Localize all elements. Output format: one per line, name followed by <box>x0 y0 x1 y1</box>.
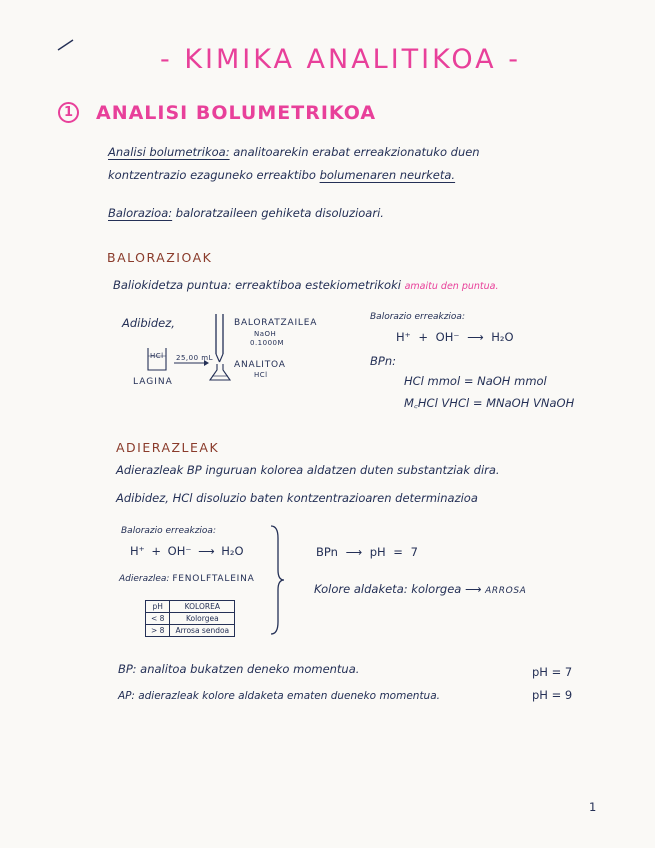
table-header-ph: pH <box>146 601 170 613</box>
table-row <box>146 613 235 625</box>
analitoa-hcl-label: HCl <box>254 371 268 379</box>
analitoa-label: ANALITOA <box>234 360 286 370</box>
adibidez-label: Adibidez, <box>122 316 175 330</box>
adierazleak-reaction: H⁺ + OH⁻ ⟶ H₂O <box>130 544 244 558</box>
reaction-equation: H⁺ + OH⁻ ⟶ H₂O <box>396 330 514 344</box>
analisi-text-2: kontzentrazio ezaguneko erreaktibo <box>108 168 316 182</box>
bpn-label: BPn: <box>370 354 396 368</box>
analisi-text-3: bolumenaren neurketa. <box>319 168 456 182</box>
table-header-row <box>146 601 235 613</box>
baloratzailea-label: BALORATZAILEA <box>234 318 318 328</box>
page-number: 1 <box>589 800 597 814</box>
table-cell: Arrosa sendoa <box>170 625 235 637</box>
kolore-aldaketa-label: Kolore aldaketa: <box>314 582 408 596</box>
baliokidetza-highlight: amaitu den puntua. <box>404 281 499 292</box>
balorazioa-text: baloratzaileen gehiketa disoluzioari. <box>175 206 384 220</box>
ap-ph: pH = 9 <box>532 688 573 702</box>
definition-balorazioa <box>108 206 384 220</box>
bpn-ph-result: BPn ⟶ pH = 7 <box>316 545 418 559</box>
lagina-label: LAGINA <box>133 377 173 387</box>
ph-color-table <box>145 600 235 637</box>
beaker-label: HCl <box>150 352 164 360</box>
table-cell: Kolorgea <box>170 613 235 625</box>
adierazleak-line1: Adierazleak BP inguruan kolorea aldatzen duten substantziak dira. <box>116 463 500 477</box>
equation-mmol: HCl mmol = NaOH mmol <box>404 374 547 388</box>
definition-analisi-line1 <box>108 145 480 159</box>
concentration-label: 0.1000M <box>250 339 285 347</box>
kolore-aldaketa-line <box>314 582 526 596</box>
table-header-kolorea: KOLOREA <box>170 601 235 613</box>
arrow-icon: ⟶ <box>465 582 482 596</box>
equation-mv: M꜀HCl VHCl = MNaOH VNaOH <box>404 396 575 410</box>
arrosa-text: ARROSA <box>485 586 527 596</box>
adierazlea-label: Adierazlea: <box>119 574 170 584</box>
baliokidetza-term: Baliokidetza puntua: <box>113 278 232 292</box>
adierazleak-line2: Adibidez, HCl disoluzio baten kontzentrazioaren determinazioa <box>116 491 478 505</box>
table-cell: > 8 <box>146 625 170 637</box>
baliokidetza-line <box>113 278 499 292</box>
balorazioa-term: Balorazioa: <box>108 206 173 220</box>
baliokidetza-text: erreaktiboa estekiometrikoki <box>235 278 401 292</box>
section-heading: ANALISI BOLUMETRIKOA <box>96 102 377 124</box>
section-number-badge: 1 <box>58 102 79 123</box>
analisi-text-1: analitoarekin erabat erreakzionatuko duen <box>233 145 480 159</box>
table-cell: < 8 <box>146 613 170 625</box>
kolorgea-text: kolorgea <box>411 582 462 596</box>
curly-brace-icon <box>268 524 286 636</box>
ap-definition: AP: adierazleak kolore aldaketa ematen dueneko momentua. <box>118 690 440 702</box>
analisi-term: Analisi bolumetrikoa: <box>108 145 230 159</box>
bp-ph: pH = 7 <box>532 665 573 679</box>
adierazleak-erreakzioa-label: Balorazio erreakzioa: <box>121 526 216 536</box>
naoh-label: NaOH <box>254 330 277 338</box>
balorazioak-heading: BALORAZIOAK <box>107 250 213 265</box>
pen-mark <box>56 38 76 52</box>
bp-definition: BP: analitoa bukatzen deneko momentua. <box>118 662 360 676</box>
balorazio-erreakzioa-label: Balorazio erreakzioa: <box>370 312 465 322</box>
definition-analisi-line2 <box>108 168 455 182</box>
adierazlea-line <box>119 574 255 584</box>
page-title: - KIMIKA ANALITIKOA - <box>160 44 521 75</box>
adierazleak-heading: ADIERAZLEAK <box>116 440 220 455</box>
table-row <box>146 625 235 637</box>
volume-label: 25,00 mL <box>176 354 213 362</box>
adierazlea-value: FENOLFTALEINA <box>172 574 255 584</box>
